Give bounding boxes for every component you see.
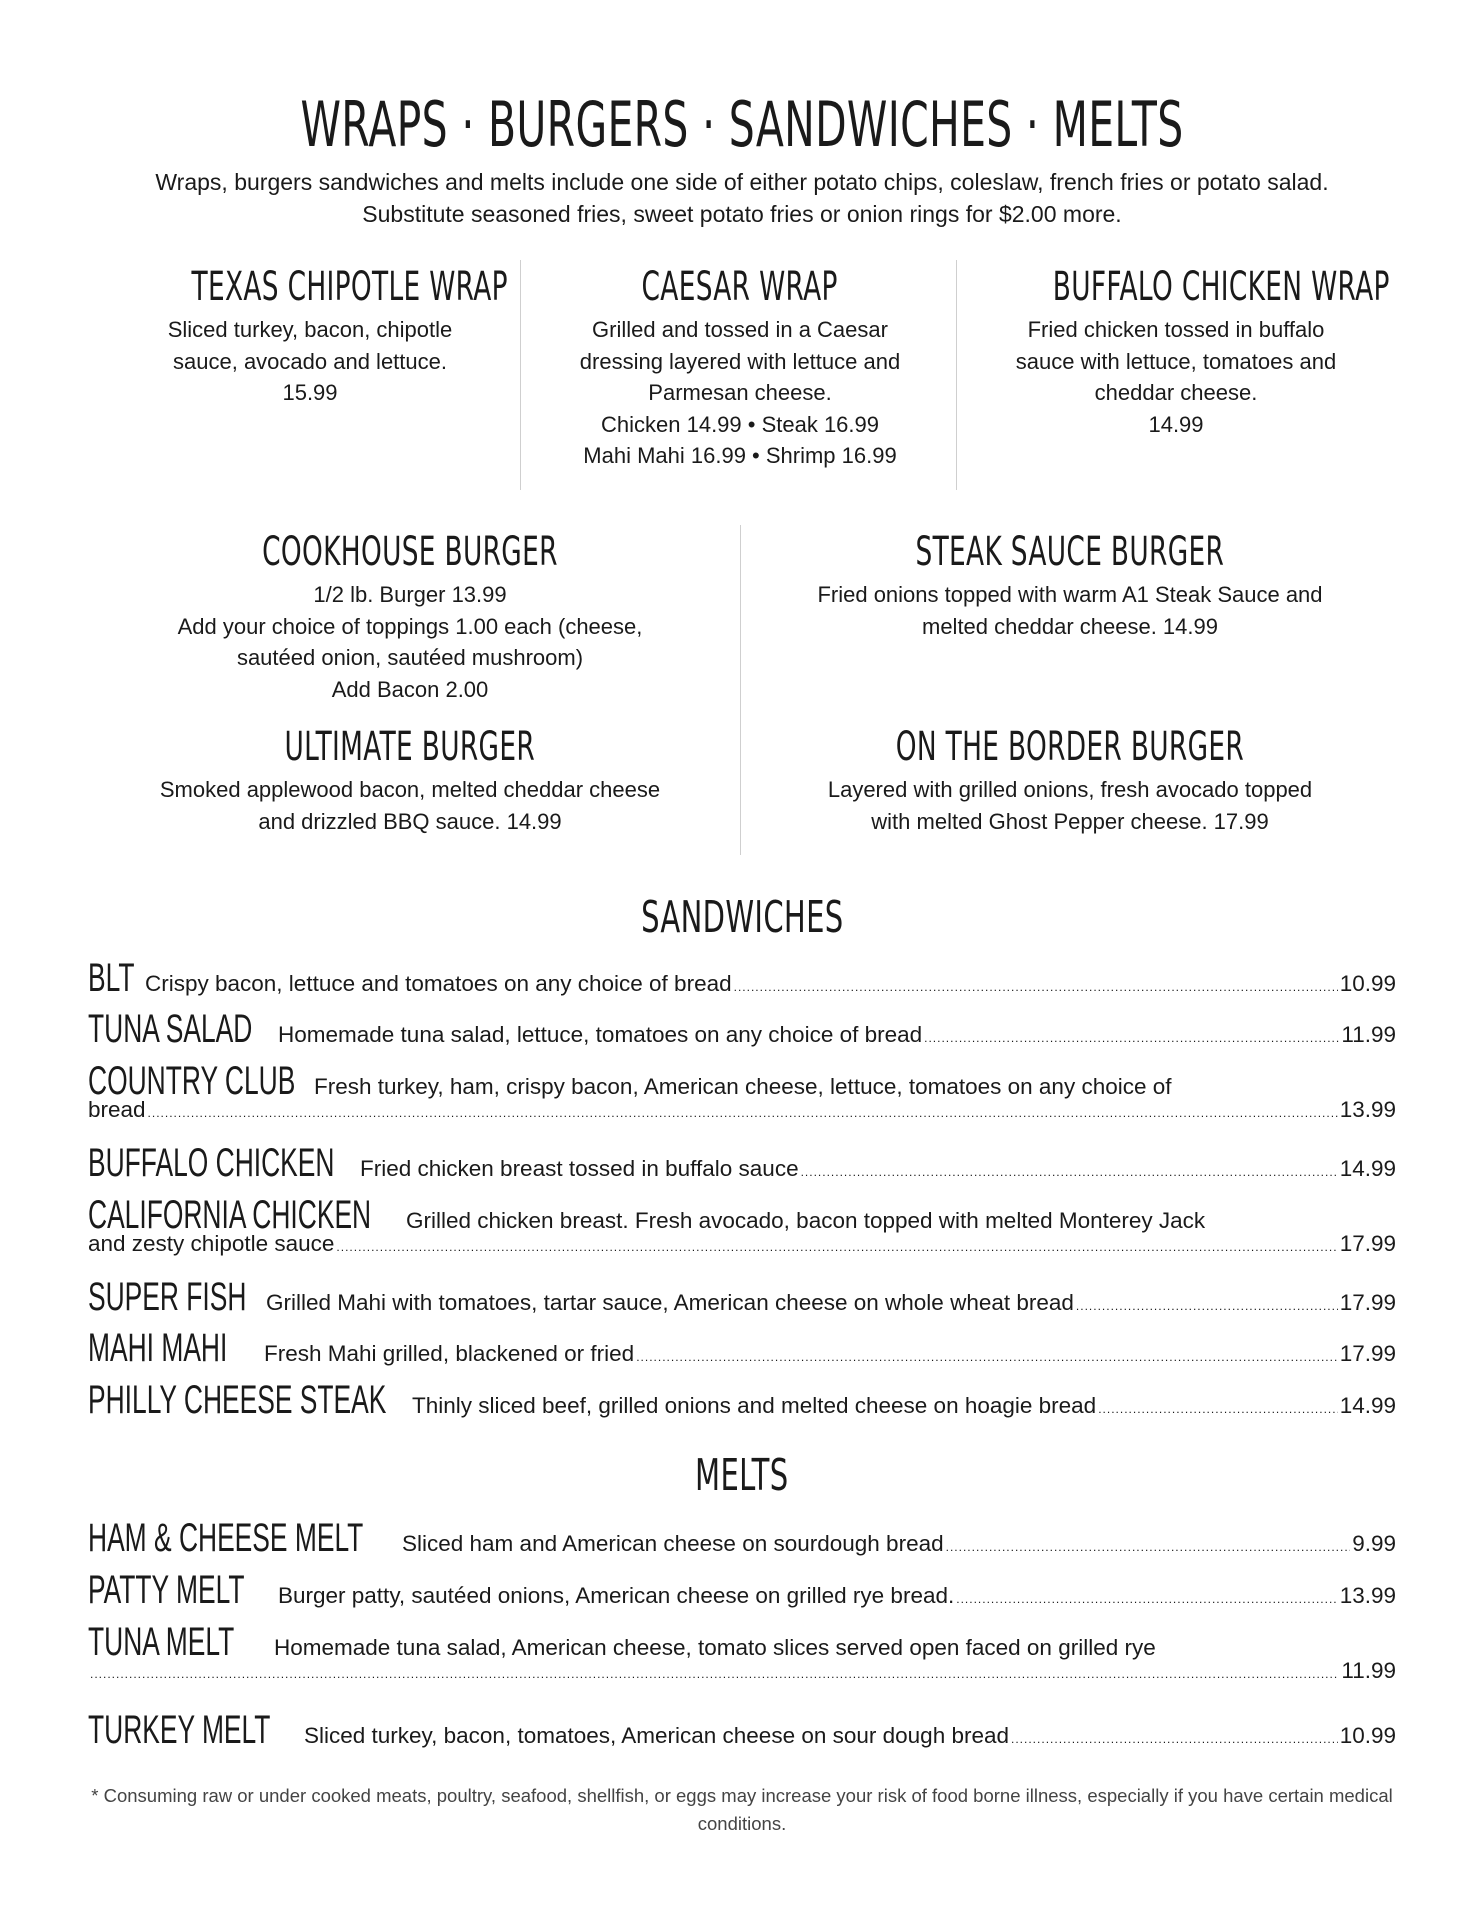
burger-ultimate: ULTIMATE BURGER Smoked applewood bacon, melted cheddar cheese and drizzled BBQ sauce. 14.99: [159, 724, 661, 834]
item-price: 10.99: [1339, 971, 1396, 996]
item-description: Sliced turkey, bacon, tomatoes, American cheese on sour dough bread: [304, 1723, 1010, 1748]
list-item: [88, 1059, 1396, 1103]
wrap-name: TEXAS CHIPOTLE WRAP: [191, 264, 508, 310]
wrap-name: CAESAR WRAP: [641, 264, 839, 310]
item-description: Homemade tuna salad, lettuce, tomatoes on any choice of bread: [278, 1022, 923, 1047]
item-price: 14.99: [1339, 1156, 1396, 1181]
column-divider: [520, 260, 521, 490]
item-description: Sliced ham and American cheese on sourdough bread: [402, 1531, 944, 1556]
item-description: Crispy bacon, lettuce and tomatoes on any choice of bread: [145, 971, 732, 996]
item-name: SUPER FISH: [88, 1275, 247, 1319]
leader-dots: [1011, 1732, 1338, 1746]
wrap-name: BUFFALO CHICKEN WRAP: [1052, 264, 1390, 310]
item-description: bread: [88, 1097, 146, 1122]
item-price: 14.99: [1339, 1393, 1396, 1418]
list-item: [88, 1708, 1396, 1760]
item-name: BUFFALO CHICKEN: [88, 1141, 335, 1185]
item-name: PATTY MELT: [88, 1568, 245, 1612]
item-name: TURKEY MELT: [88, 1708, 271, 1752]
list-item: [88, 1141, 1396, 1193]
item-price: 17.99: [1339, 1231, 1396, 1256]
item-price: 10.99: [1339, 1723, 1396, 1748]
column-divider: [956, 260, 957, 490]
list-item: [88, 1568, 1396, 1620]
list-item: [88, 1193, 1396, 1237]
item-description: Homemade tuna salad, American cheese, tomato slices served open faced on grilled rye: [274, 1635, 1156, 1660]
item-price: 9.99: [1352, 1531, 1396, 1556]
leader-dots: [956, 1592, 1337, 1606]
item-price: 17.99: [1339, 1290, 1396, 1315]
list-item: [88, 1326, 1396, 1378]
list-item-continued: [88, 1658, 1396, 1708]
page-title: WRAPS · BURGERS · SANDWICHES · MELTS: [300, 88, 1184, 161]
health-disclaimer: * Consuming raw or under cooked meats, poultry, seafood, shellfish, or eggs may increase your risk of food borne illness, especially if you have certain medical conditions.: [91, 1785, 1393, 1834]
item-name: TUNA SALAD: [88, 1007, 253, 1051]
column-divider: [740, 525, 741, 855]
burger-name: COOKHOUSE BURGER: [262, 529, 558, 575]
leader-dots: [1098, 1402, 1337, 1416]
burger-steak-sauce: STEAK SAUCE BURGER Fried onions topped with warm A1 Steak Sauce and melted cheddar cheese. 14.99: [817, 529, 1323, 639]
item-name: TUNA MELT: [88, 1620, 235, 1664]
item-price: 17.99: [1339, 1341, 1396, 1366]
burger-on-the-border: ON THE BORDER BURGER Layered with grilled onions, fresh avocado topped with melted Ghost Pepper cheese. 17.99: [827, 724, 1313, 834]
leader-dots: [336, 1240, 1337, 1254]
list-item: [88, 1378, 1396, 1430]
leader-dots: [801, 1165, 1338, 1179]
item-price: 11.99: [1341, 1022, 1396, 1047]
melts-title: MELTS: [695, 1450, 789, 1501]
leader-dots: [636, 1350, 1338, 1364]
item-name: HAM & CHEESE MELT: [88, 1516, 364, 1560]
burger-name: ULTIMATE BURGER: [284, 724, 536, 770]
sandwiches-title: SANDWICHES: [640, 892, 844, 943]
list-item: [88, 1275, 1396, 1326]
item-price: 13.99: [1339, 1097, 1396, 1122]
item-description: Fresh Mahi grilled, blackened or fried: [264, 1341, 635, 1366]
leader-dots: [90, 1667, 1339, 1681]
sandwiches-list: [88, 956, 1396, 1430]
item-description: and zesty chipotle sauce: [88, 1231, 335, 1256]
item-description: Fresh turkey, ham, crispy bacon, American cheese, lettuce, tomatoes on any choice of: [314, 1074, 1172, 1099]
leader-dots: [924, 1031, 1339, 1045]
item-description: Thinly sliced beef, grilled onions and melted cheese on hoagie bread: [412, 1393, 1097, 1418]
item-name: CALIFORNIA CHICKEN: [88, 1193, 372, 1237]
list-item: [88, 1620, 1396, 1664]
item-description: Grilled Mahi with tomatoes, tartar sauce, American cheese on whole wheat bread: [266, 1290, 1074, 1315]
item-name: BLT: [88, 956, 135, 1000]
burger-cookhouse: COOKHOUSE BURGER 1/2 lb. Burger 13.99 Add your choice of toppings 1.00 each (cheese, sautéed onion, sautéed mushroom) Add Bacon 2.00: [177, 529, 643, 702]
wrap-texas-chipotle: TEXAS CHIPOTLE WRAP Sliced turkey, bacon, chipotle sauce, avocado and lettuce. 15.99: [167, 264, 508, 405]
melts-list: [88, 1516, 1396, 1760]
leader-dots: [1076, 1299, 1338, 1313]
intro-text: Wraps, burgers sandwiches and melts include one side of either potato chips, coleslaw, french fries or potato salad. Substitute seasoned fries, sweet potato fries or onion rings for $2.00 more.: [155, 169, 1329, 227]
wrap-caesar: CAESAR WRAP Grilled and tossed in a Caesar dressing layered with lettuce and Parmesan cheese. Chicken 14.99 • Steak 16.99 Mahi Mahi 16.99 • Shrimp 16.99: [579, 264, 901, 468]
item-price: 13.99: [1339, 1583, 1396, 1608]
list-item: [88, 956, 1396, 1007]
item-name: COUNTRY CLUB: [88, 1059, 296, 1103]
wrap-buffalo-chicken: BUFFALO CHICKEN WRAP Fried chicken tossed in buffalo sauce with lettuce, tomatoes and cheddar cheese. 14.99: [1015, 264, 1390, 437]
item-description: Grilled chicken breast. Fresh avocado, bacon topped with melted Monterey Jack: [406, 1208, 1206, 1233]
leader-dots: [148, 1106, 1338, 1120]
list-item: [88, 1007, 1396, 1059]
item-name: PHILLY CHEESE STEAK: [88, 1378, 387, 1422]
leader-dots: [734, 980, 1338, 994]
item-price: 11.99: [1341, 1658, 1396, 1683]
burger-name: STEAK SAUCE BURGER: [915, 529, 1225, 575]
item-name: MAHI MAHI: [88, 1326, 228, 1370]
list-item: [88, 1516, 1396, 1568]
leader-dots: [946, 1540, 1351, 1554]
item-description: Fried chicken breast tossed in buffalo sauce: [360, 1156, 799, 1181]
burger-name: ON THE BORDER BURGER: [895, 724, 1245, 770]
item-description: Burger patty, sautéed onions, American cheese on grilled rye bread.: [278, 1583, 955, 1608]
